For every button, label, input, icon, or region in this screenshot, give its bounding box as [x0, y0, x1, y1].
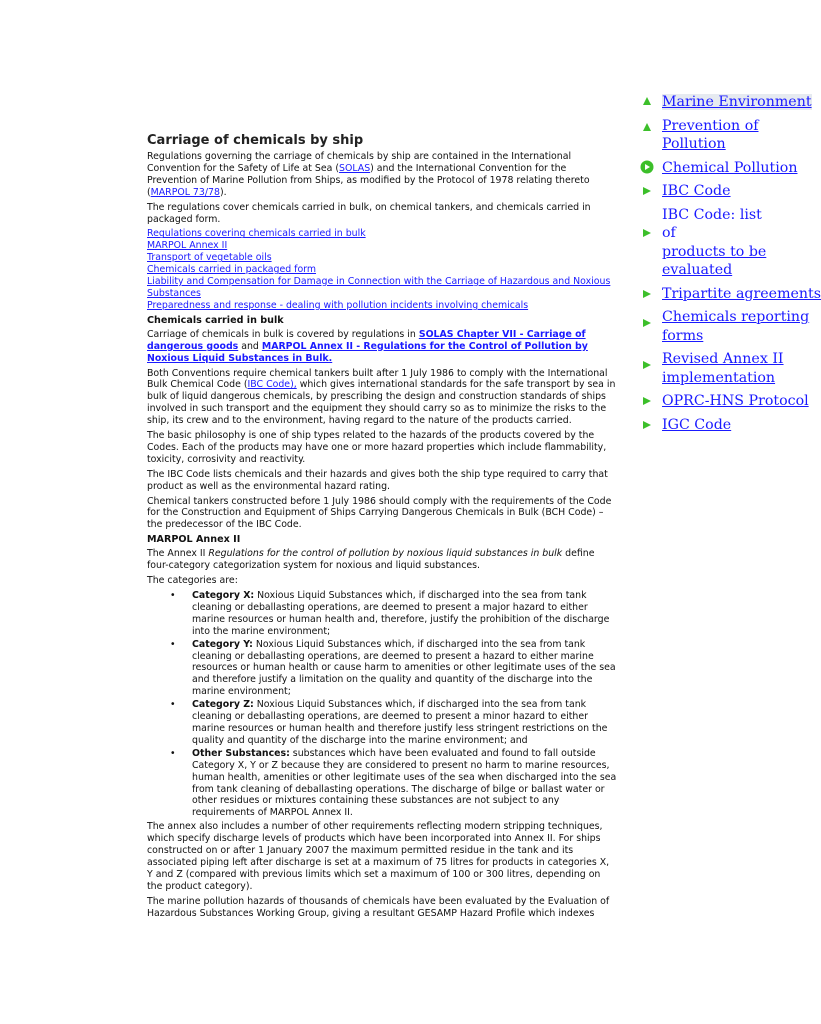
sidebar-item-revised-annex-ii[interactable] [636, 350, 784, 387]
annex-paragraph-2: The categories are: [147, 575, 238, 587]
arrow-up-icon [640, 94, 654, 108]
arrow-right-icon [640, 184, 654, 198]
marpol-annex-ii-link[interactable]: MARPOL Annex II - Regulations for the Control of Pollution by Noxious Liquid Substances in Bulk. [147, 340, 588, 364]
current-page-icon [640, 160, 654, 174]
bulk-paragraph-2: Both Conventions require chemical tankers built after 1 July 1986 to comply with the International Bulk Chemical Code (IBC Code), which gives international standards for the safe transport by sea in bulk of liquid dangerous chemicals, by prescribing the design and construction standards of ships involved in such transport and the equipment they should carry so as to minimize the risks to the ship, its crew and to the environment, having regard to the nature of the products carried. [147, 367, 616, 427]
toc-link-packaged-form[interactable]: Chemicals carried in packaged form [147, 264, 317, 276]
toc-link-marpol-annex-ii[interactable]: MARPOL Annex II [147, 240, 228, 252]
arrow-right-icon [640, 287, 654, 301]
section-heading-annex-ii: MARPOL Annex II [147, 534, 241, 546]
bulk-paragraph-1: Carriage of chemicals in bulk is covered by regulations in SOLAS Chapter VII - Carriage of dangerous goods and MARPOL Annex II - Regulations for the Control of Pollution by Noxious Liquid Substances in Bulk. [147, 328, 588, 364]
arrow-right-icon [640, 316, 654, 330]
sidebar-link[interactable]: OPRC-HNS Protocol [662, 393, 809, 409]
toc-link-preparedness[interactable]: Preparedness and response - dealing with pollution incidents involving chemicals [147, 299, 529, 311]
bullet-icon: • [170, 699, 176, 711]
ibc-code-link[interactable]: IBC Code), [247, 379, 297, 391]
toc-link-bulk[interactable]: Regulations covering chemicals carried in bulk [147, 228, 366, 240]
sidebar-link[interactable]: IGC Code [662, 416, 732, 433]
sidebar-item-igc-code[interactable] [636, 416, 776, 435]
bullet-icon: • [170, 590, 176, 601]
intro-paragraph: Regulations governing the carriage of chemicals by ship are contained in the International Convention for the Safety of Life at Sea (SOLAS) and the International Convention for the Prevention of Marine Pollution from Ships, as modified by the Protocol of 1978 relating thereto (MARPOL 73/78). [147, 151, 590, 198]
sidebar-item-marine-environment[interactable] [636, 93, 812, 112]
sidebar-link[interactable]: Prevention of [662, 117, 759, 134]
marpol-link[interactable]: MARPOL 73/78 [150, 186, 220, 198]
sidebar-link[interactable]: Marine Environment [662, 94, 812, 110]
section-heading-bulk: Chemicals carried in bulk [147, 314, 284, 326]
bulk-paragraph-4: The IBC Code lists chemicals and their hazards and gives both the ship type required to carry that product as well as the environmental hazard rating. [147, 468, 608, 492]
arrow-up-icon [640, 120, 654, 134]
arrow-right-icon [640, 418, 654, 432]
annex-paragraph-3: The annex also includes a number of other requirements reflecting modern stripping techniques, which specify discharge levels of products which have been incorporated into Annex II. For ships constructed on or after 1 January 2007 the maximum permitted residue in the tank and its associated piping left after discharge is set at a maximum of 75 litres for products in categories X, Y and Z (compared with previous limits which set a maximum of 100 or 300 litres, depending on the product category). [147, 821, 610, 892]
sidebar-item-prevention-of-pollution[interactable] [636, 117, 776, 154]
sidebar-item-ibc-code[interactable] [636, 182, 776, 201]
toc-link-vegetable-oils[interactable]: Transport of vegetable oils [147, 252, 272, 264]
sidebar-item-ibc-code-list[interactable]: IBC Code: list of products to be evaluated [636, 206, 776, 280]
arrow-right-icon [640, 226, 654, 240]
solas-chapter-vii-link[interactable]: SOLAS Chapter VII - Carriage of dangerous goods [147, 328, 586, 352]
sidebar-item-chemical-pollution[interactable] [636, 159, 798, 178]
sidebar-link[interactable]: Revised Annex II [662, 351, 784, 367]
list-item: • Other Substances: substances which have been evaluated and found to fall outside Category X, Y or Z because they are considered to present no harm to marine resources, human health, amenities or other legitimate uses of the sea when discharged into the sea from tank cleaning of deballasting operations. The discharge of bilge or ballast water or other residues or mixtures containing these substances are not subject to any requirements of MARPOL Annex II. [170, 747, 617, 819]
bullet-icon: • [170, 747, 176, 759]
arrow-right-icon [640, 358, 654, 372]
sidebar-item-tripartite-agreements[interactable] [636, 285, 821, 304]
sidebar-link[interactable]: IBC Code [662, 183, 731, 199]
arrow-right-icon [640, 394, 654, 408]
sidebar-link[interactable]: Tripartite agreements [662, 285, 821, 302]
bullet-icon: • [170, 638, 176, 650]
sidebar-item-chemicals-reporting-forms[interactable] [636, 308, 810, 345]
annex-paragraph-1: The Annex II Regulations for the control of pollution by noxious liquid substances in bulk define four-category categorization system for noxious and liquid substances. [147, 548, 595, 572]
sidebar-link[interactable]: Chemicals reporting [662, 309, 810, 325]
bulk-paragraph-3: The basic philosophy is one of ship types related to the hazards of the products covered by the Codes. Each of the products may have one or more hazard properties which include flammability, toxicity, corrosivity and reactivity. [147, 430, 607, 465]
page-title: Carriage of chemicals by ship [147, 133, 364, 148]
sidebar-link[interactable]: forms [662, 327, 704, 344]
sidebar-nav [636, 93, 821, 439]
annex-paragraph-4: The marine pollution hazards of thousands of chemicals have been evaluated by the Evaluation of Hazardous Substances Working Group, giving a resultant GESAMP Hazard Profile which indexes [147, 895, 610, 919]
solas-link[interactable]: SOLAS [339, 162, 371, 174]
sidebar-link[interactable]: Chemical Pollution [662, 159, 798, 176]
sidebar-link[interactable]: products to be [662, 243, 767, 260]
sidebar-link[interactable]: evaluated [662, 262, 733, 278]
sidebar-item-oprc-hns-protocol[interactable] [636, 392, 809, 411]
sidebar-link[interactable]: Pollution [662, 136, 726, 152]
list-item: • Category Z: Noxious Liquid Substances which, if discharged into the sea from tank cleaning or deballasting operations, are deemed to present a minor hazard to either marine resources or human health and therefore justify less stringent restrictions on the quality and quantity of the discharge into the marine environment; and [170, 699, 608, 746]
table-of-contents [147, 228, 617, 311]
list-item: • Category Y: Noxious Liquid Substances which, if discharged into the sea from tank cleaning or deballasting operations, are deemed to present a hazard to either marine resources or human health or cause harm to amenities or other legitimate uses of the sea and therefore justify a limitation on the quality and quantity of the discharge into the marine environment; [170, 638, 616, 698]
toc-link-liability[interactable]: Liability and Compensation for Damage in Connection with the Carriage of Hazardous and Noxious Substances [147, 276, 611, 299]
bulk-paragraph-5: Chemical tankers constructed before 1 July 1986 should comply with the requirements of the Code for the Construction and Equipment of Ships Carrying Dangerous Chemicals in Bulk (BCH Code) – the predecessor of the IBC Code. [147, 495, 612, 531]
category-list [147, 590, 617, 819]
scope-paragraph: The regulations cover chemicals carried in bulk, on chemical tankers, and chemicals carried in packaged form. [147, 201, 591, 225]
article [147, 133, 617, 922]
sidebar-link[interactable]: implementation [662, 369, 776, 386]
list-item: • Category X: Noxious Liquid Substances which, if discharged into the sea from tank cleaning or deballasting operations, are deemed to present a major hazard to either marine resources or human health and, therefore, justify the prohibition of the discharge into the marine environment; [170, 590, 610, 637]
